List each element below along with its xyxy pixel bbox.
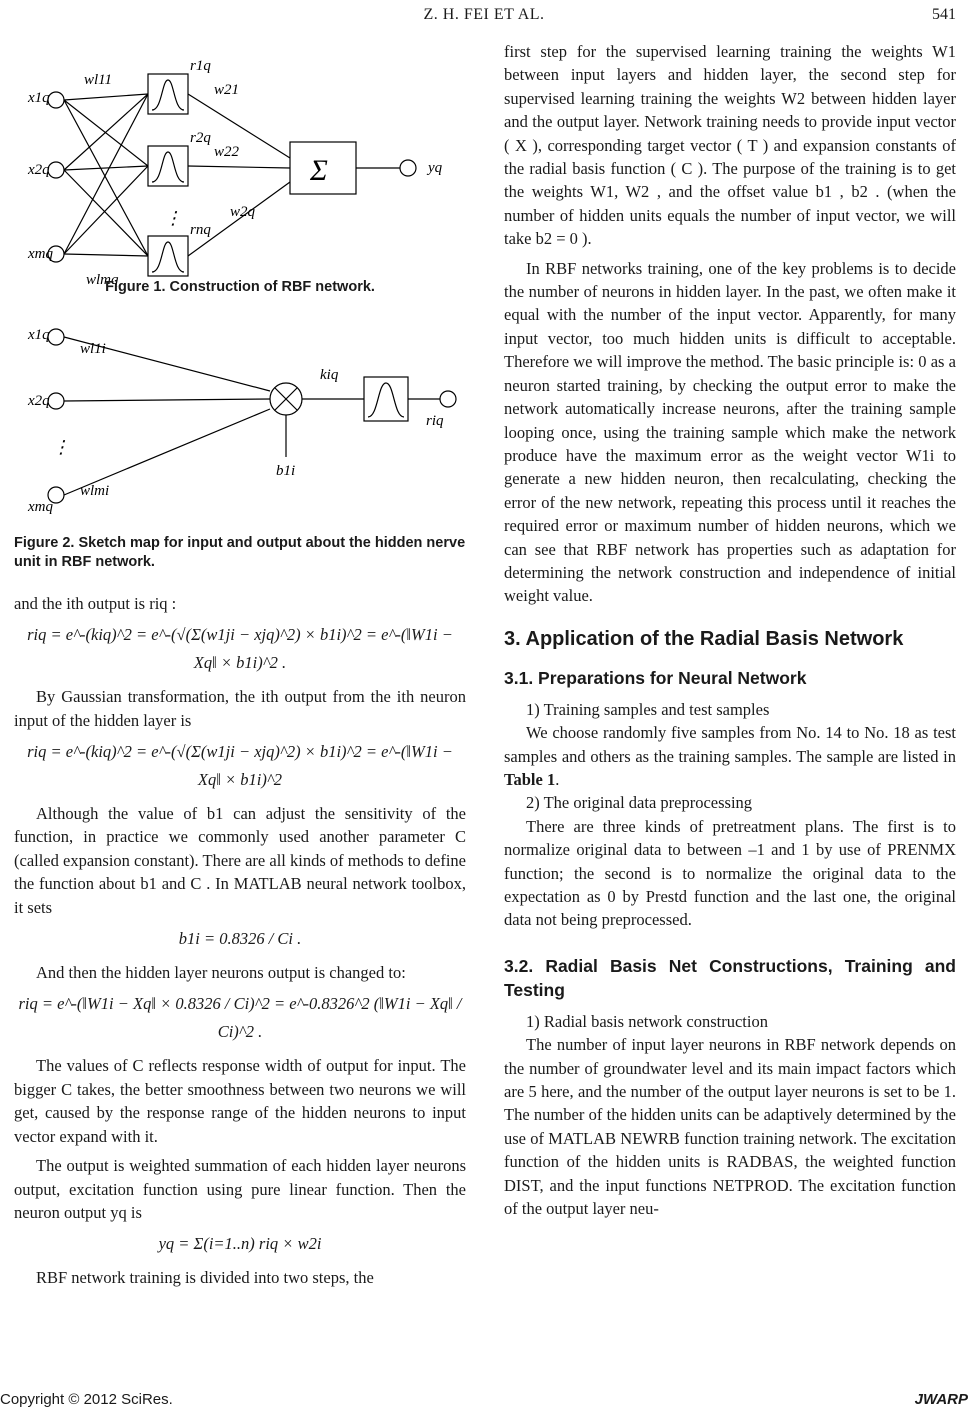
fig1-w2q-label: w2q <box>230 204 256 220</box>
fig2-b-label: b1i <box>276 463 296 480</box>
samples-text: We choose randomly five samples from No. 14 to No. 18 as test samples and others as the training samples. The sample are listed in <box>504 723 956 766</box>
item-preprocessing: 2) The original data preprocessing <box>526 793 753 813</box>
page-number: 541 <box>932 6 956 23</box>
copyright-footer: Copyright © 2012 SciRes. <box>0 1391 173 1408</box>
weighted-paragraph: The output is weighted summation of each hidden layer neurons output, excitation function using pure linear function. Then the neuron output yq is <box>14 1156 466 1222</box>
journal-footer: JWARP <box>914 1391 968 1408</box>
fig2-r-label: riq <box>426 413 444 430</box>
fig2-w1i-label: wl1i <box>80 341 106 358</box>
rbf-training-paragraph: RBF network training is divided into two steps, the <box>36 1268 374 1288</box>
fig2-xm-label: xmq <box>28 499 53 516</box>
fig1-xm-label: xmq <box>28 246 53 262</box>
fig1-x2-label: x2q <box>28 162 50 178</box>
ith-output-text: and the ith output is riq : <box>14 593 177 613</box>
fig2-x1-label: x1q <box>28 327 50 344</box>
fig1-wmq-label: wlmq <box>86 272 119 288</box>
equation-4: riq = e^-(‖W1i − Xq‖ × 0.8326 / Ci)^2 = e^-0.8326^2 (‖W1i − Xq‖ / Ci)^2 . <box>18 994 462 1042</box>
gaussian-paragraph: By Gaussian transformation, the ith output from the ith neuron input of the hidden layer is <box>14 687 466 730</box>
although-paragraph: Although the value of b1 can adjust the sensitivity of the function, in practice we commonly used another parameter C (called expansion constant). There are all kinds of methods to define the function about b1 and C . In MATLAB neural network toolbox, it sets <box>14 804 466 917</box>
and-then-paragraph: And then the hidden layer neurons output is changed to: <box>36 963 406 983</box>
fig1-r1-label: r1q <box>190 58 211 74</box>
right-column <box>504 40 956 1220</box>
fig2-dots: ⋮ <box>52 437 70 458</box>
figure-2 <box>14 313 466 571</box>
values-c-paragraph: The values of C reflects response width of output for input. The bigger C takes, the better smoothness between two neurons we will get, caused by the response range of the hidden neurons to input vector expand with it. <box>14 1056 466 1146</box>
equation-1: riq = e^-(kiq)^2 = e^-(√(Σ(w1ji − xjq)^2) × b1i)^2 = e^-(‖W1i − Xq‖ × b1i)^2 . <box>27 625 453 673</box>
fig1-x1-label: x1q <box>28 90 50 106</box>
section-3-2-heading: 3.2. Radial Basis Net Constructions, Training and Testing <box>504 955 956 1000</box>
running-header: Z. H. FEI ET AL. <box>423 6 545 23</box>
samples-period: . <box>555 769 560 789</box>
fig1-w21-label: w21 <box>214 82 240 98</box>
construction-paragraph: The number of input layer neurons in RBF network depends on the number of groundwater level and its main impact factors which are 5 here, and the number of the output layer neurons is set to be 1. The number of the hidden units can be adaptively determined by the use of MATLAB NEWRB function training network. The excitation function of the hidden units is RADBAS, the weighted function DIST, and the input functions NETPROD. The excitation function of the output layer neu- <box>504 1035 956 1219</box>
fig1-r2-label: r2q <box>190 130 211 146</box>
fig1-rn-label: rnq <box>190 222 211 238</box>
fig1-dots: ⋮ <box>164 208 182 228</box>
figure-1 <box>14 40 466 297</box>
fig1-w22-label: w22 <box>214 144 240 160</box>
figure-2-caption: Figure 2. Sketch map for input and output about the hidden nerve unit in RBF network. <box>14 534 466 570</box>
equation-2: riq = e^-(kiq)^2 = e^-(√(Σ(w1ji − xjq)^2) × b1i)^2 = e^-(‖W1i − Xq‖ × b1i)^2 <box>27 742 453 790</box>
training-steps-paragraph: first step for the supervised learning training the weights W1 between input layers and hidden layer, the second step for supervised learning training the weights W2 between hidden layer and the output layer. Network training needs to provide input vector ( X ), corresponding target vector ( T ) and expansion constants of the radial basis function ( C ). The purpose of the training is to get the weights W1, W2 , and the offset value b1 , b2 . (when the number of hidden units equals the number of input vector, we will take b2 = 0 ). <box>504 42 956 249</box>
equation-5: yq = Σ(i=1..n) riq × w2i <box>158 1234 322 1254</box>
item-training-samples: 1) Training samples and test samples <box>526 699 770 719</box>
equation-3: b1i = 0.8326 / Ci . <box>178 929 302 949</box>
table-1-link[interactable]: Table 1 <box>504 769 556 789</box>
section-3-1-heading: 3.1. Preparations for Neural Network <box>504 667 807 688</box>
preprocessing-paragraph: There are three kinds of pretreatment plans. The first is to normalize original data to between –1 and 1 by use of PRENMX function; the second is to normalize the original data to the expectation as 0 by Prestd function and the last one, the original data not being preprocessed. <box>504 816 956 930</box>
fig1-w11-label: wl11 <box>84 72 113 88</box>
fig1-sigma-symbol: Σ <box>310 154 328 187</box>
left-column <box>14 40 466 1290</box>
hidden-neurons-paragraph: In RBF networks training, one of the key problems is to decide the number of neurons in hidden layer. In the past, we often make it equal with the number of the input vector. Apparently, for many input vector, too much hidden units is difficult to acceptable. Therefore we will improve the method. The basic principle is: 0 as a neuron started training, by checking the output error to make the network automatically increase neurons, after the training sample looping once, using the training sample which make the network produce have the maximum error as the weight vector W1i to generate a new hidden neuron, then recalculating, checking the error of the new network, repeating this process until it reaches the required error or maximum number of hidden neurons, which we can see that RBF network has properties such as adaptation for determining the network construction and independence of initial weight value. <box>504 258 956 606</box>
section-3-heading: 3. Application of the Radial Basis Network <box>504 627 904 650</box>
fig2-wmi-label: wlmi <box>80 483 110 500</box>
hidden-unit-diagram <box>14 313 466 523</box>
figure-1-caption: Figure 1. Construction of RBF network. <box>105 279 375 296</box>
fig2-x2-label: x2q <box>28 393 50 410</box>
fig2-k-label: kiq <box>320 367 339 384</box>
fig1-y-label: yq <box>428 160 443 176</box>
samples-paragraph <box>504 721 956 791</box>
item-network-construction: 1) Radial basis network construction <box>526 1011 768 1031</box>
